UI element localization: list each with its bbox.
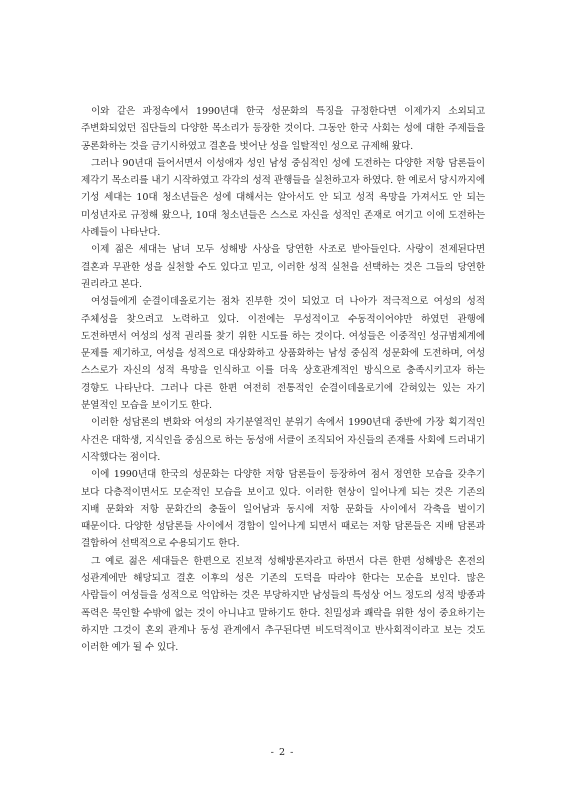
paragraph-6: 이에 1990년대 한국의 성문화는 다양한 저항 담론들이 등장하여 점서 정연한 모습을 갖추기 보다 다층적이면서도 모순적인 모습을 보이고 있다. 이러한 현상이 일어나게 되는 것은 기존의 지배 문화와 저항 문화간의 충돌이 일어남과 동시에 저항 문화들 사이에서 각축을 벌이기 때문이다. 다양한 성담론들 사이에서 경합이 일어나게 되면서 때로는 저항 담론들은 지배 담론과 결합하여 선택적으로 수용되기도 한다. <box>81 469 485 550</box>
paragraph-1: 이와 같은 과정속에서 1990년대 한국 성문화의 특징을 규정한다면 이제가지 소외되고 주변화되었던 집단들의 다양한 목소리가 등장한 것이다. 그동안 한국 사회는 성에 대한 주제들을 공론화하는 것을 금기시하였고 결혼을 벗어난 성을 일탈적인 성으로 규제해 왔다. <box>81 106 485 152</box>
paragraph-2: 그러나 90년대 들어서면서 이성애자 성인 남성 중심적인 성에 도전하는 다양한 저항 담론들이 제각기 목소리를 내기 시작하였고 각각의 성적 관행들을 실천하고자 하였다. 한 예로서 당시까지에 기성 세대는 10대 청소년들은 성에 대해서는 알아서도 안 되고 성적 욕망을 가져서도 안 되는 미성년자로 규정해 왔으나, 10대 청소년들은 스스로 자신을 성적인 존재로 여기고 이에 도전하는 사례들이 나타난다. <box>81 157 485 239</box>
body-text <box>81 103 485 657</box>
paragraph-4: 여성들에게 순결이데올로기는 점차 진부한 것이 되었고 더 나아가 적극적으로 여성의 성적 주체성을 찾으려고 노력하고 있다. 이전에는 무성적이고 수동적이어야만 하였던 관행에 도전하면서 여성의 성적 권리를 찾기 위한 시도를 하는 것이다. 여성들은 이중적인 성규범체계에 문제를 제기하고, 여성을 성적으로 대상화하고 상품화하는 남성 중심적 성문화에 도전하며, 여성 스스로가 자신의 성적 욕망을 인식하고 이를 더욱 상호관계적인 방식으로 충족시키고자 하는 경향도 나타난다. 그러나 다른 한편 여전히 전통적인 순결이데올로기에 갇혀있는 있는 자기 분열적인 모습을 보이기도 한다. <box>81 296 485 412</box>
paragraph-3: 이제 젊은 세대는 남녀 모두 성해방 사상을 당연한 사조로 받아들인다. 사랑이 전제된다면 결혼과 무관한 성을 실천할 수도 있다고 믿고, 이러한 성적 실천을 선택하는 것은 그들의 당연한 권리라고 본다. <box>81 244 485 290</box>
page-number: - 2 - <box>270 747 295 758</box>
paragraph-7: 그 예로 젊은 세대들은 한편으로 진보적 성해방론자라고 하면서 다른 한편 성해방은 혼전의 성관계에만 해당되고 결혼 이후의 성은 기존의 도덕을 따라야 한다는 모순을 보인다. 많은 사람들이 여성들을 성적으로 억압하는 것은 부당하지만 남성들의 특성상 어느 정도의 성적 방종과 폭력은 묵인할 수밖에 없는 것이 아니냐고 말하기도 한다. 친밀성과 쾌락을 위한 성이 중요하기는 하지만 그것이 혼외 관계나 동성 관계에서 추구된다면 비도덕적이고 반사회적이라고 보는 것도 이러한 예가 될 수 있다. <box>81 555 485 654</box>
paragraph-5: 이러한 성담론의 변화와 여성의 자기분열적인 분위기 속에서 1990년대 중반에 가장 획기적인 사건은 대학생, 지식인을 중심으로 하는 동성애 서클이 조직되어 자신들의 존재를 사회에 드러내기 시작했다는 점이다. <box>81 417 485 463</box>
